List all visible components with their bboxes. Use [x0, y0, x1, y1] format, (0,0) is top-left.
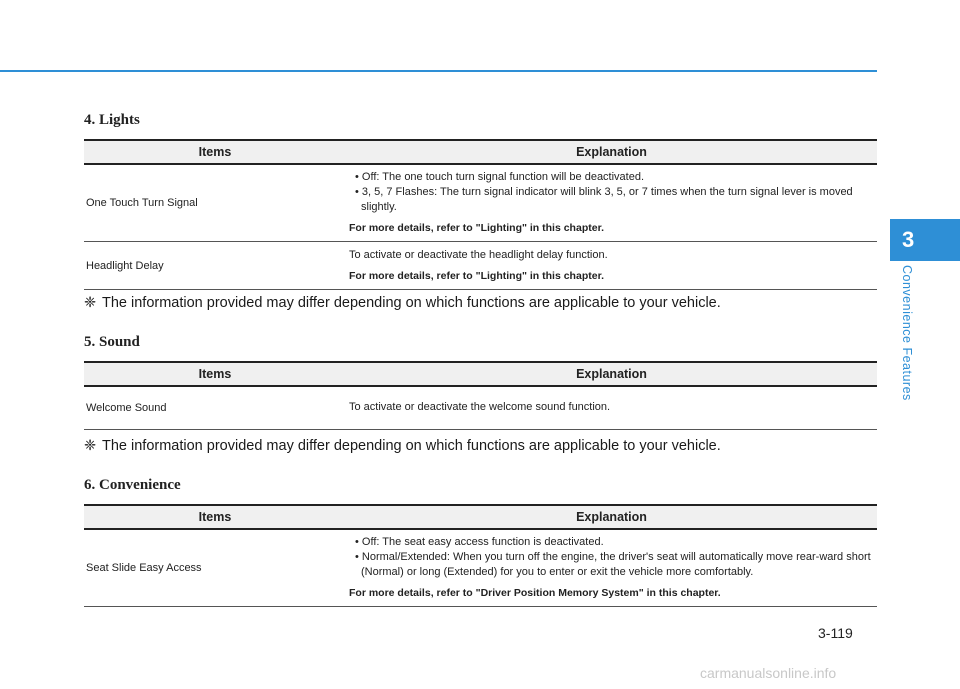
- row-item: One Touch Turn Signal: [84, 164, 346, 242]
- table-header: [84, 140, 877, 164]
- bullet-text: • Off: The one touch turn signal function will be deactivated.: [349, 170, 873, 185]
- info-note: [84, 295, 721, 311]
- info-symbol-icon: ❈: [84, 295, 97, 311]
- header-items: Items: [84, 140, 346, 164]
- reference-note: For more details, refer to "Driver Position Memory System" in this chapter.: [349, 587, 721, 599]
- table-row: [84, 386, 877, 429]
- chapter-tab: 3: [890, 219, 960, 261]
- info-text: The information provided may differ depending on which functions are applicable to your vehicle.: [102, 438, 721, 454]
- bullet-text: • Off: The seat easy access function is deactivated.: [349, 535, 873, 550]
- row-explanation: [346, 242, 877, 290]
- row-item: Headlight Delay: [84, 242, 346, 290]
- explanation-text: To activate or deactivate the welcome sound function.: [349, 400, 611, 413]
- explanation-text: To activate or deactivate the headlight delay function.: [349, 248, 608, 261]
- header-explanation: Explanation: [346, 362, 877, 386]
- section-title-convenience: 6. Convenience: [84, 477, 181, 493]
- table-row: [84, 164, 877, 242]
- table-header: [84, 505, 877, 529]
- top-rule: [0, 70, 877, 72]
- row-explanation: [346, 529, 877, 607]
- section-title-sound: 5. Sound: [84, 334, 140, 350]
- info-symbol-icon: ❈: [84, 438, 97, 454]
- convenience-table: [84, 504, 877, 607]
- header-explanation: Explanation: [346, 505, 877, 529]
- section-title-lights: 4. Lights: [84, 112, 140, 128]
- row-explanation: [346, 164, 877, 242]
- bullet-text: • Normal/Extended: When you turn off the engine, the driver's seat will automatically move rear-ward short (Normal) or long (Extended) for you to enter or exit the vehicle more comfortably.: [349, 550, 873, 580]
- sound-table: [84, 361, 877, 430]
- watermark: carmanualsonline.info: [700, 665, 837, 681]
- reference-note: For more details, refer to "Lighting" in this chapter.: [349, 269, 604, 282]
- row-item: Seat Slide Easy Access: [84, 529, 346, 607]
- header-items: Items: [84, 362, 346, 386]
- info-note: [84, 438, 721, 454]
- info-text: The information provided may differ depending on which functions are applicable to your vehicle.: [102, 295, 721, 311]
- chapter-label: Convenience Features: [900, 265, 914, 401]
- table-header: [84, 362, 877, 386]
- table-row: [84, 242, 877, 290]
- reference-note: For more details, refer to "Lighting" in this chapter.: [349, 222, 604, 234]
- header-explanation: Explanation: [346, 140, 877, 164]
- lights-table: [84, 139, 877, 290]
- header-items: Items: [84, 505, 346, 529]
- bullet-text: • 3, 5, 7 Flashes: The turn signal indicator will blink 3, 5, or 7 times when the turn signal lever is moved slightly.: [349, 185, 873, 215]
- row-item: Welcome Sound: [84, 386, 346, 429]
- page-number: 3-119: [818, 625, 853, 641]
- table-row: [84, 529, 877, 607]
- row-explanation: [346, 386, 877, 429]
